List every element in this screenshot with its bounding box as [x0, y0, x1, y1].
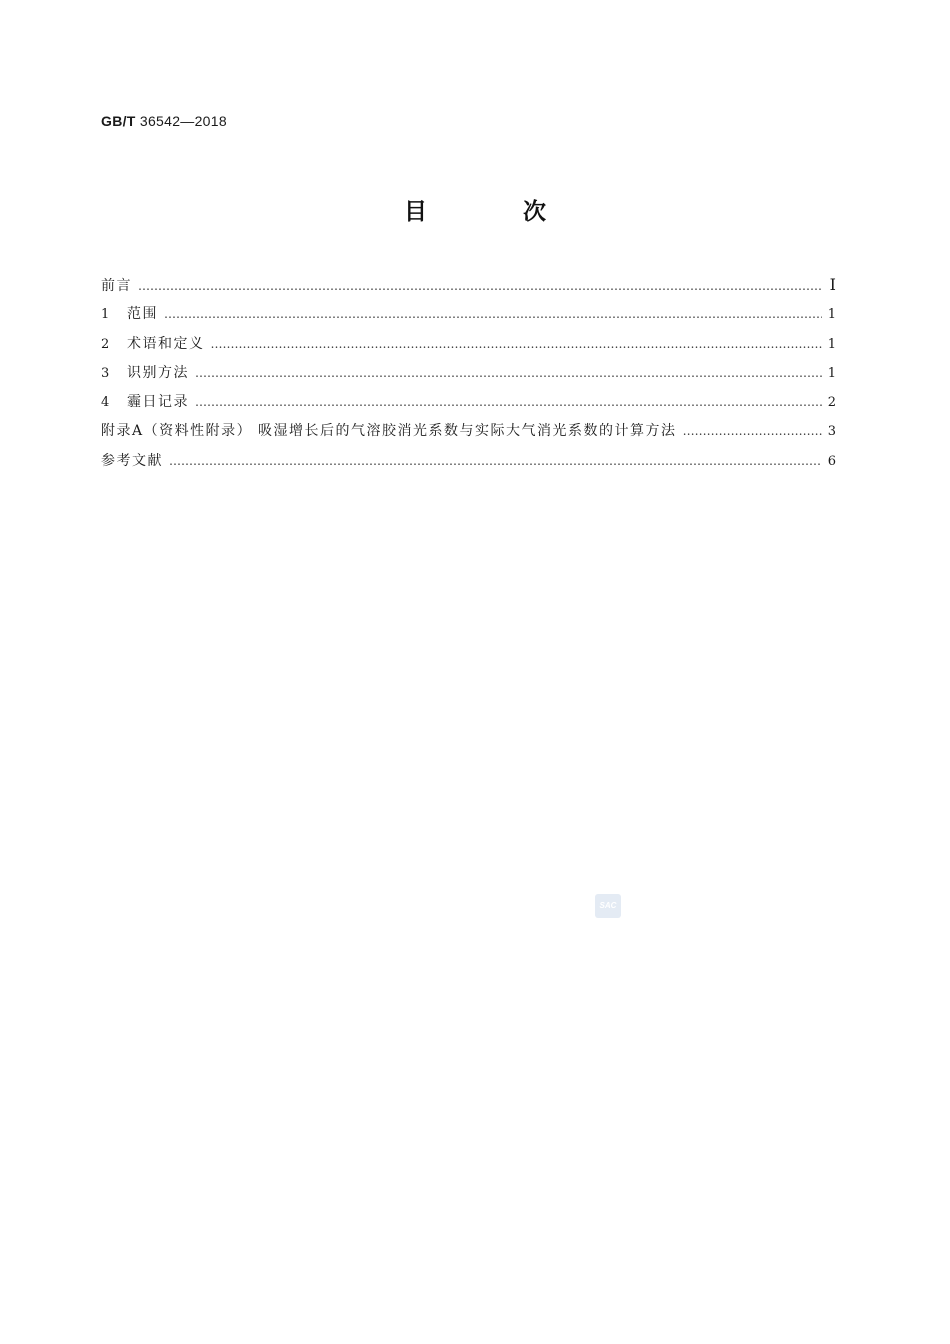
toc-dot-leader [138, 275, 822, 297]
standard-prefix: GB/T [101, 113, 136, 129]
toc-entry-page: 6 [827, 453, 836, 469]
toc-title: 目 次 [403, 199, 590, 225]
toc-entry-page: 1 [827, 365, 836, 381]
toc-entry-terms[interactable] [101, 333, 836, 362]
toc-entry-page: 3 [827, 424, 836, 440]
toc-entry-label: 参考文献 [101, 452, 163, 469]
toc-entry-label: 范围 [127, 306, 158, 323]
toc-entry-page: 1 [827, 336, 836, 352]
toc-entry-scope[interactable] [101, 303, 836, 332]
toc-dot-leader [195, 391, 822, 413]
toc-entry-label: 附录A（资料性附录） 吸湿增长后的气溶胶消光系数与实际大气消光系数的计算方法 [101, 423, 677, 440]
toc-entry-page: Ⅰ [829, 275, 836, 294]
toc-entry-page: 2 [827, 395, 836, 411]
toc-list [101, 274, 836, 479]
toc-entry-haze-record[interactable] [101, 391, 836, 420]
toc-entry-label: 术语和定义 [127, 335, 205, 352]
toc-entry-number: 3 [101, 365, 110, 381]
sac-watermark-logo: SAC [595, 894, 621, 918]
toc-entry-appendix-a[interactable] [101, 420, 836, 449]
toc-dot-leader [169, 450, 822, 472]
toc-dot-leader [164, 303, 822, 325]
toc-entry-page: 1 [827, 307, 836, 323]
toc-entry-identification[interactable] [101, 362, 836, 391]
toc-entry-references[interactable] [101, 450, 836, 479]
toc-entry-label: 识别方法 [127, 364, 189, 381]
toc-entry-foreword[interactable] [101, 274, 836, 303]
toc-dot-leader [211, 333, 822, 355]
toc-entry-number: 4 [101, 395, 110, 411]
toc-dot-leader [683, 420, 822, 442]
toc-entry-label: 前言 [101, 278, 132, 294]
standard-number: 36542—2018 [139, 113, 227, 129]
standard-code [101, 113, 227, 129]
toc-entry-number: 2 [101, 336, 110, 352]
toc-dot-leader [195, 362, 822, 384]
toc-entry-label: 霾日记录 [127, 394, 189, 411]
toc-entry-number: 1 [101, 307, 110, 323]
